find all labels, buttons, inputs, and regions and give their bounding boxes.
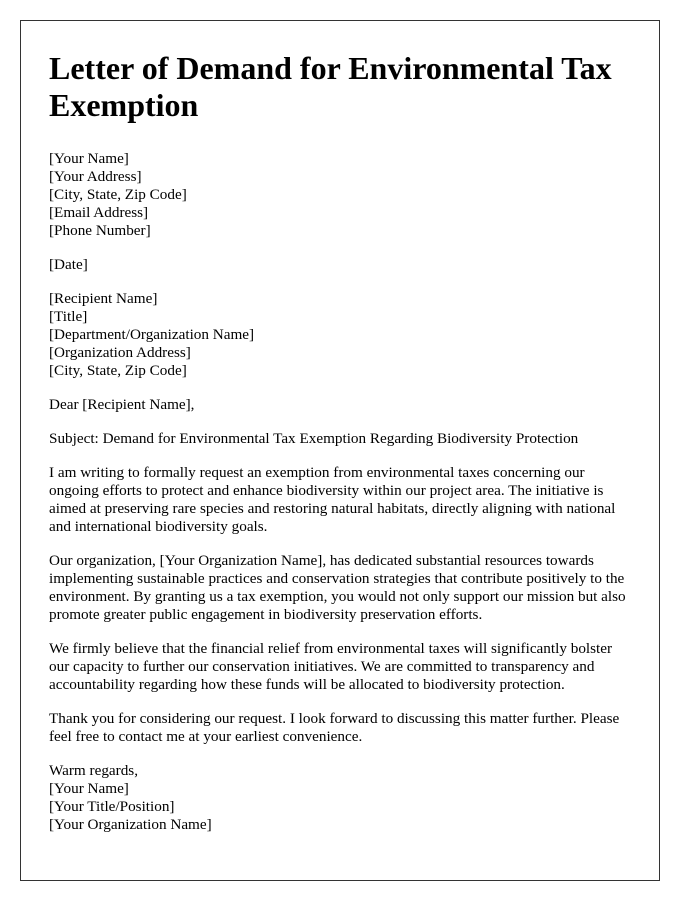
recipient-title: [Title] <box>49 308 88 325</box>
letter-page <box>20 20 660 881</box>
closing-block <box>49 762 631 834</box>
recipient-block <box>49 290 631 380</box>
recipient-department: [Department/Organization Name] <box>49 326 255 343</box>
salutation: Dear [Recipient Name], <box>49 396 195 413</box>
recipient-address: [Organization Address] <box>49 344 191 361</box>
date-block <box>49 256 631 274</box>
subject-line: Subject: Demand for Environmental Tax Exemption Regarding Biodiversity Protection <box>49 430 579 447</box>
body-paragraph-1: I am writing to formally request an exemption from environmental taxes concerning our ongoing efforts to protect and enhance biodiversity within our project area. The initiative is aimed at preserving rare species and restoring natural habitats, directly aligning with national and international biodiversity goals. <box>49 464 616 535</box>
letter-title: Letter of Demand for Environmental Tax Exemption <box>49 50 612 123</box>
sender-city-state-zip: [City, State, Zip Code] <box>49 186 187 203</box>
sender-email: [Email Address] <box>49 204 149 221</box>
sender-name: [Your Name] <box>49 150 129 167</box>
closing-title: [Your Title/Position] <box>49 798 175 815</box>
sender-phone: [Phone Number] <box>49 222 151 239</box>
sender-block <box>49 150 631 240</box>
closing-organization: [Your Organization Name] <box>49 816 212 833</box>
body-paragraph-2: Our organization, [Your Organization Name], has dedicated substantial resources towards implementing sustainable practices and conservation strategies that contribute positively to the environment. By granting us a tax exemption, you would not only support our mission but also promote greater public engagement in biodiversity preservation efforts. <box>49 552 626 623</box>
recipient-name: [Recipient Name] <box>49 290 158 307</box>
body-paragraph-4: Thank you for considering our request. I look forward to discussing this matter further. Please feel free to contact me at your earliest convenience. <box>49 710 620 745</box>
letter-date: [Date] <box>49 256 88 273</box>
closing-name: [Your Name] <box>49 780 129 797</box>
sender-address: [Your Address] <box>49 168 142 185</box>
recipient-city-state-zip: [City, State, Zip Code] <box>49 362 187 379</box>
valediction: Warm regards, <box>49 762 139 779</box>
body-paragraph-3: We firmly believe that the financial relief from environmental taxes will significantly bolster our capacity to further our conservation initiatives. We are committed to transparency and accountability regarding how these funds will be allocated to biodiversity protection. <box>49 640 613 693</box>
